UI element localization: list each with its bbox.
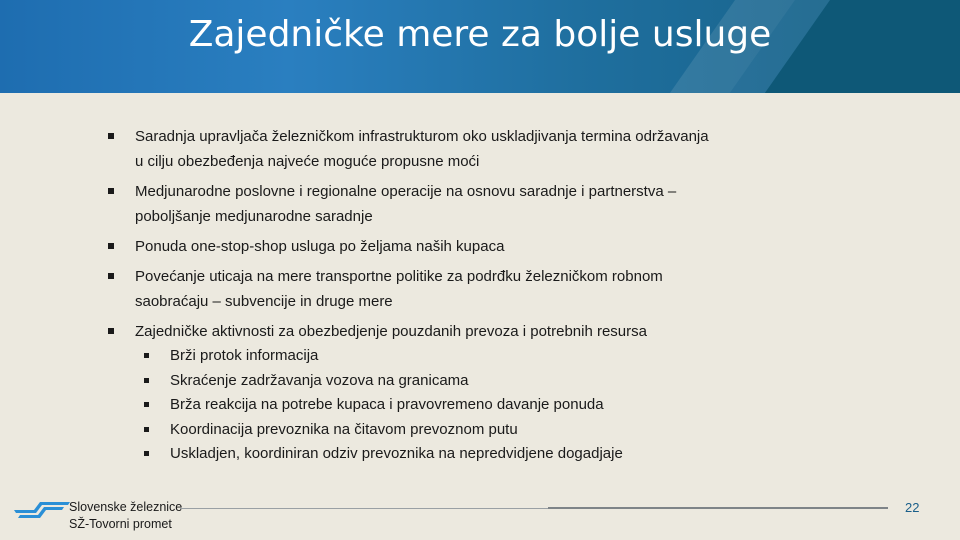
bullet-square-icon [108,328,114,334]
bullet-square-icon [144,427,149,432]
sub-list-item-text: Uskladjen, koordiniran odziv prevoznika na nepredvidjene dogadjaje [170,445,623,462]
list-item-text: Ponuda one-stop-shop usluga po željama naših kupaca [135,238,505,255]
bullet-square-icon [144,402,149,407]
list-item-text: poboljšanje medjunarodne saradnje [135,208,373,225]
sub-list-item-text: Brža reakcija na potrebe kupaca i pravovremeno davanje ponuda [170,396,604,413]
footer-divider-accent [548,507,888,509]
page-title: Zajedničke mere za bolje usluge [188,14,772,55]
sub-list-item [108,418,788,443]
list-item-text: Zajedničke aktivnosti za obezbedjenje pouzdanih prevoza i potrebnih resursa [135,323,647,340]
list-item-text: Medjunarodne poslovne i regionalne operacije na osnovu saradnje i partnerstva – [135,183,677,200]
bullet-square-icon [108,188,114,194]
sub-list-item [108,344,788,369]
bullet-list [108,124,788,467]
title-banner [0,0,960,93]
sub-list-item-text: Brži protok informacija [170,347,319,364]
list-item [108,124,788,174]
list-item [108,179,788,229]
bullet-square-icon [108,243,114,249]
sub-list-item-text: Koordinacija prevoznika na čitavom prevoznom putu [170,420,518,438]
list-item [108,264,788,314]
sub-list-item [108,369,788,394]
list-item [108,234,788,259]
bullet-square-icon [144,378,149,383]
company-division: SŽ-Tovorni promet [69,517,172,531]
bullet-square-icon [108,133,114,139]
list-item-text: Saradnja upravljača železničkom infrastrukturom oko uskladjivanja termina održavanja [135,128,709,145]
list-item-text: saobraćaju – subvencije in druge mere [135,293,393,310]
company-name: Slovenske železnice [69,500,183,514]
list-item-text: Povećanje uticaja na mere transportne politike za podrđku železničkom robnom [135,268,663,285]
bullet-square-icon [108,273,114,279]
bullet-square-icon [144,451,149,456]
sub-list-item [108,393,788,418]
bullet-square-icon [144,353,149,358]
sub-list-item-text: Skraćenje zadržavanja vozova na granicama [170,371,469,389]
list-item-text: u cilju obezbeđenja najveće moguće propusne moći [135,153,480,170]
sz-logo-icon [14,496,70,520]
sub-list-item [108,442,788,467]
page-number: 22 [905,500,920,515]
list-item [108,319,788,344]
